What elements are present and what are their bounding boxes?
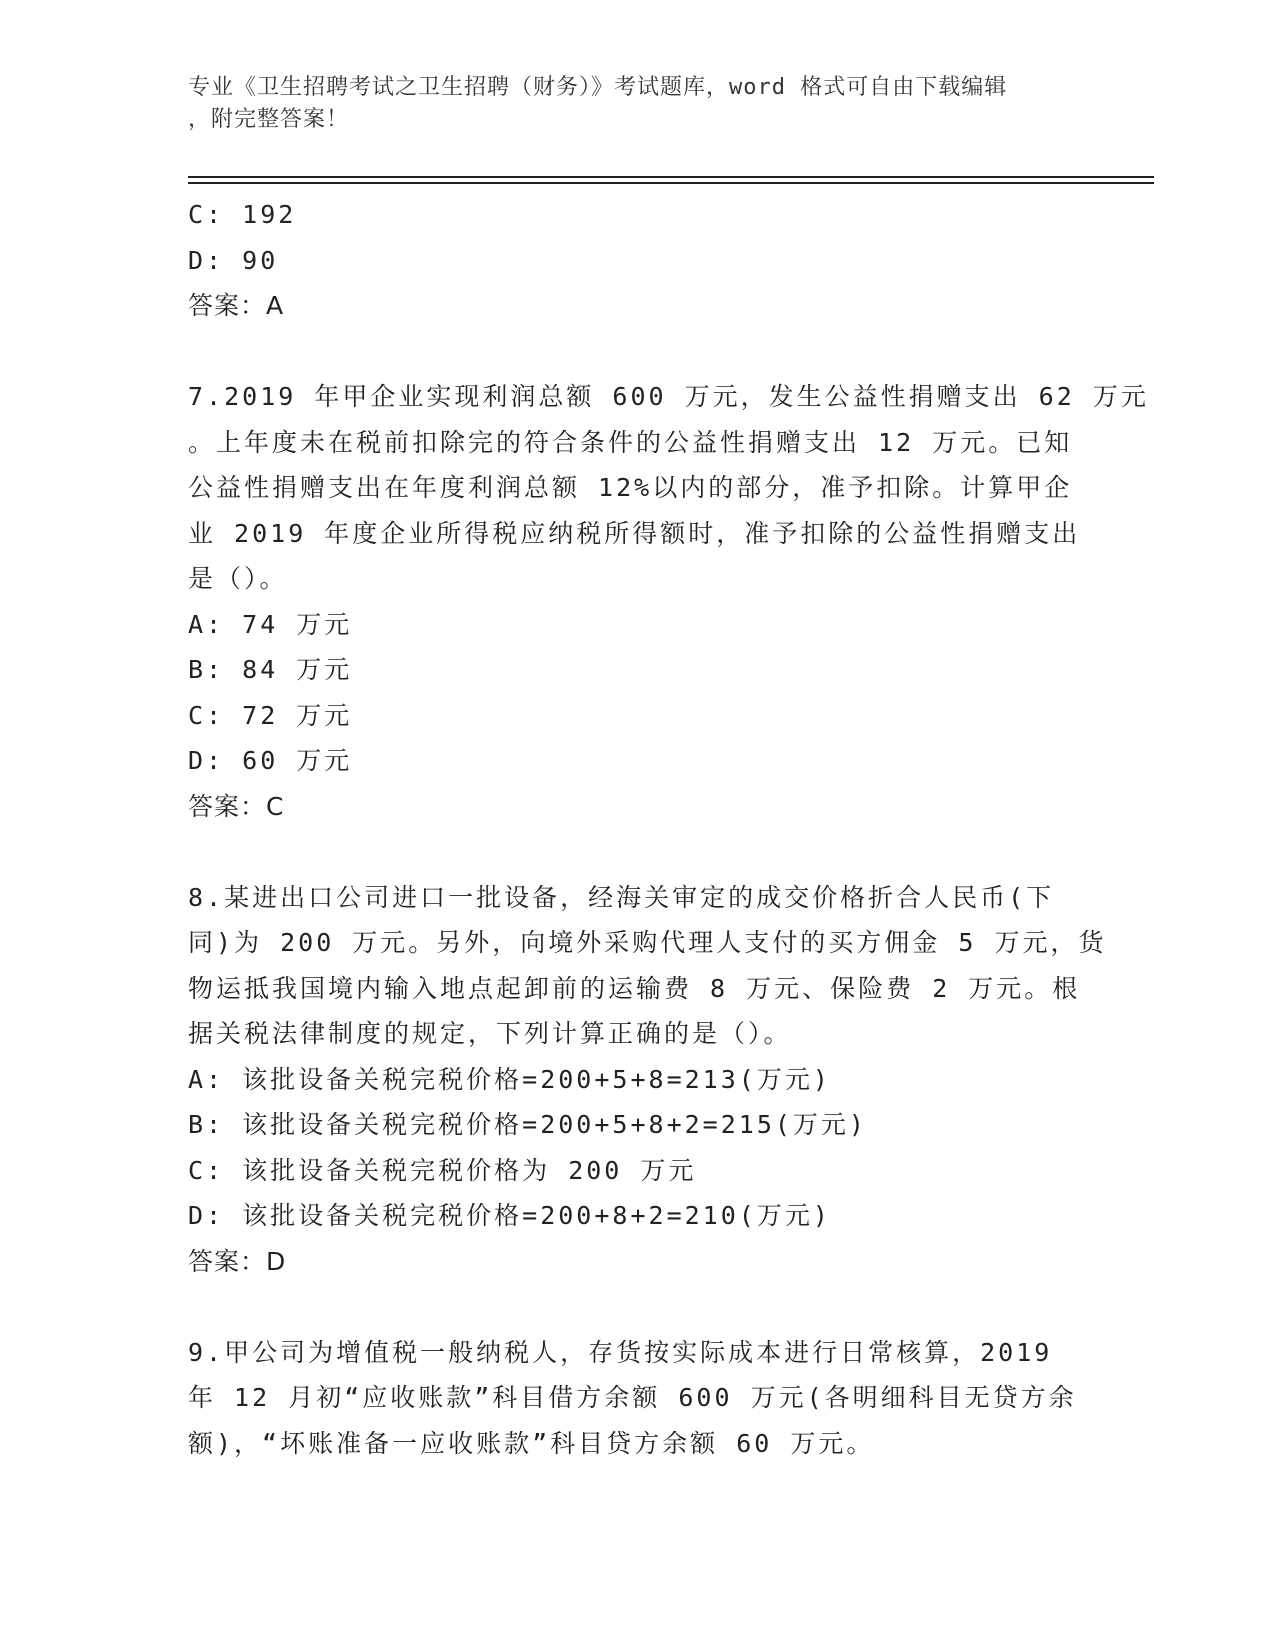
document-header [188, 72, 1088, 136]
question-7 [188, 374, 1149, 829]
question-text-line: 年 12 月初“应收账款”科目借方余额 600 万元(各明细科目无贷方余 [188, 1383, 1077, 1412]
question-9 [188, 1330, 1088, 1467]
option-c: C: 该批设备关税完税价格为 200 万元 [188, 1155, 697, 1185]
header-divider-top [188, 176, 1154, 178]
option-d: D: 该批设备关税完税价格=200+8+2=210(万元) [188, 1201, 831, 1230]
question-text-line: 物运抵我国境内输入地点起卸前的运输费 8 万元、保险费 2 万元。根 [188, 973, 1081, 1003]
document-body [188, 192, 1149, 1466]
spacer [188, 1284, 1088, 1330]
option-b: B: 该批设备关税完税价格=200+5+8+2=215(万元) [188, 1110, 867, 1139]
question-text-line: 是（）。 [188, 564, 288, 593]
header-divider-bottom [188, 182, 1154, 184]
question-text-line: 7.2019 年甲企业实现利润总额 600 万元，发生公益性捐赠支出 62 万元 [188, 382, 1149, 411]
question-text-line: 9.甲公司为增值税一般纳税人，存货按实际成本进行日常核算，2019 [188, 1337, 1053, 1367]
answer: 答案：A [188, 291, 285, 320]
option-c: C: 192 [188, 200, 297, 229]
option-d: D: 90 [188, 245, 279, 275]
question-text-line: 业 2019 年度企业所得税应纳税所得额时，准予扣除的公益性捐赠支出 [188, 518, 1081, 548]
question-6-tail [188, 192, 1088, 329]
header-line-1: 专业《卫生招聘考试之卫生招聘（财务）》考试题库，word 格式可自由下载编辑 [188, 75, 1008, 100]
question-text-line: 。上年度未在税前扣除完的符合条件的公益性捐赠支出 12 万元。已知 [188, 427, 1073, 457]
spacer [188, 829, 1088, 875]
option-b: B: 84 万元 [188, 655, 353, 684]
question-8 [188, 875, 1107, 1285]
answer: 答案：C [188, 791, 285, 821]
question-text-line: 8.某进出口公司进口一批设备，经海关审定的成交价格折合人民币(下 [188, 882, 1055, 912]
option-c: C: 72 万元 [188, 700, 353, 730]
question-text-line: 据关税法律制度的规定，下列计算正确的是（）。 [188, 1019, 792, 1048]
question-text-line: 同)为 200 万元。另外，向境外采购代理人支付的买方佣金 5 万元，货 [188, 928, 1107, 957]
answer: 答案：D [188, 1246, 287, 1276]
option-a: A: 该批设备关税完税价格=200+5+8=213(万元) [188, 1064, 831, 1094]
question-text-line: 公益性捐赠支出在年度利润总额 12%以内的部分，准予扣除。计算甲企 [188, 473, 1073, 502]
header-line-2: ，附完整答案！ [188, 107, 350, 132]
spacer [188, 329, 1088, 375]
question-text-line: 额)，“坏账准备一应收账款”科目贷方余额 60 万元。 [188, 1428, 875, 1458]
option-a: A: 74 万元 [188, 609, 353, 639]
option-d: D: 60 万元 [188, 746, 353, 775]
